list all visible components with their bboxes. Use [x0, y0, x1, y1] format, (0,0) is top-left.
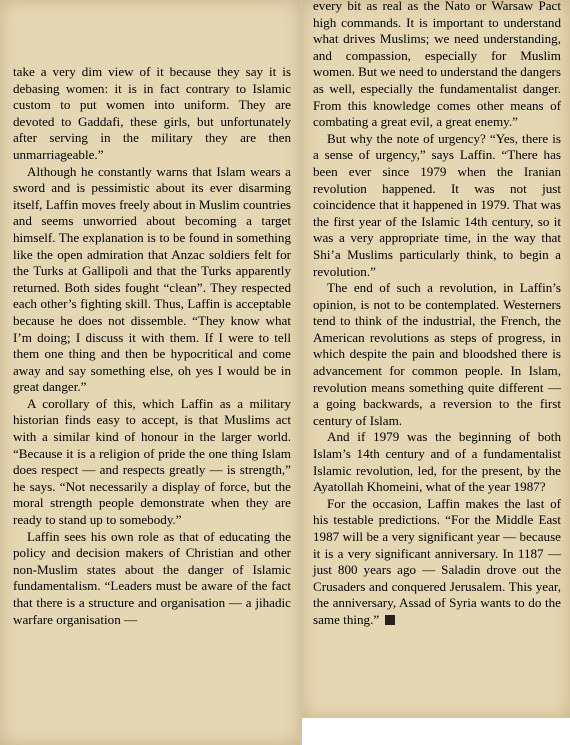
paragraph: But why the note of urgency? “Yes, there is a sense of urgency,” says Laffin. “There has been ever since 1979 when the Iranian revolution happened. It was not just coincidence that it happened in 1979. That was the first year of the Islamic 14th century, so it was a very appropriate time, in the way that Shi’a Muslims particularly think, to begin a revolution.”	[313, 130, 561, 279]
paragraph: every bit as real as the Nato or Warsaw Pact high commands. It is important to understand what drives Muslims; we need understanding, and compassion, especially for Muslim women. But we need to understand the dangers as well, especially the fundamentalist danger. From this knowledge comes other means of combating a great evil, a great enemy.”	[313, 0, 561, 130]
clipping-gap	[300, 0, 302, 745]
paragraph: A corollary of this, which Laffin as a military historian finds easy to accept, is that Muslims act with a similar kind of honour in the larger world. “Because it is a religion of pride the one thing Islam does respect — and respects greatly — is strength,” he says. “Not necessarily a display of force, but the moral strength people demonstrate when they are ready to stand up to somebody.”	[13, 395, 291, 528]
end-of-article-mark	[385, 615, 395, 625]
left-article-column	[13, 64, 291, 628]
paragraph: Although he constantly warns that Islam wears a sword and is pessimistic about its ever disarming itself, Laffin moves freely about in Muslim countries and seems unworried about becoming a target himself. The explanation is to be found in something like the open admiration that Anzac soldiers felt for the Turks at Gallipoli and that the Turks apparently returned. Both sides fought “clean”. They respected each other’s fighting skill. Thus, Laffin is acceptable because he does not dissemble. “They know what I’m doing; I discuss it with them. If I were to tell them one thing and then be hypocritical and come away and say something else, oh yes I would be in great danger.”	[13, 163, 291, 395]
paragraph: take a very dim view of it because they say it is debasing women: it is in fact contrary to Islamic custom to put women into uniform. They are devoted to Gaddafi, these girls, but unfortunately after serving in the military they are then unmarriageable.”	[13, 64, 291, 162]
paragraph-text: For the occasion, Laffin makes the last of his testable predictions. “For the Middle East 1987 will be a very significant year — because it is a very significant anniversary. In 1187 — just 800 years ago — Saladin drove out the Crusaders and conquered Jerusalem. This year, the anniversary, Assad of Syria wants to do the same thing.”	[313, 495, 561, 627]
right-article-column	[313, 0, 561, 629]
paragraph: The end of such a revolution, in Laffin’s opinion, is not to be contemplated. Westerners tend to think of the industrial, the French, the American revolutions as steps of progress, in which despite the pain and bloodshed there is advancement for common people. In Islam, revolution means something quite different — a going backwards, a reversion to the first century of Islam.	[313, 280, 561, 428]
paragraph: Laffin sees his own role as that of educating the policy and decision makers of Christian and other non-Muslim states about the danger of Islamic fundamentalism. “Leaders must be aware of the fact that there is a structure and organisation — a jihadic warfare organisation —	[13, 528, 291, 627]
paragraph: And if 1979 was the beginning of both Islam’s 14th century and of a fundamentalist Islamic revolution, led, for the present, by the Ayatollah Khomeini, what of the year 1987?	[313, 429, 561, 495]
paragraph	[313, 496, 561, 629]
